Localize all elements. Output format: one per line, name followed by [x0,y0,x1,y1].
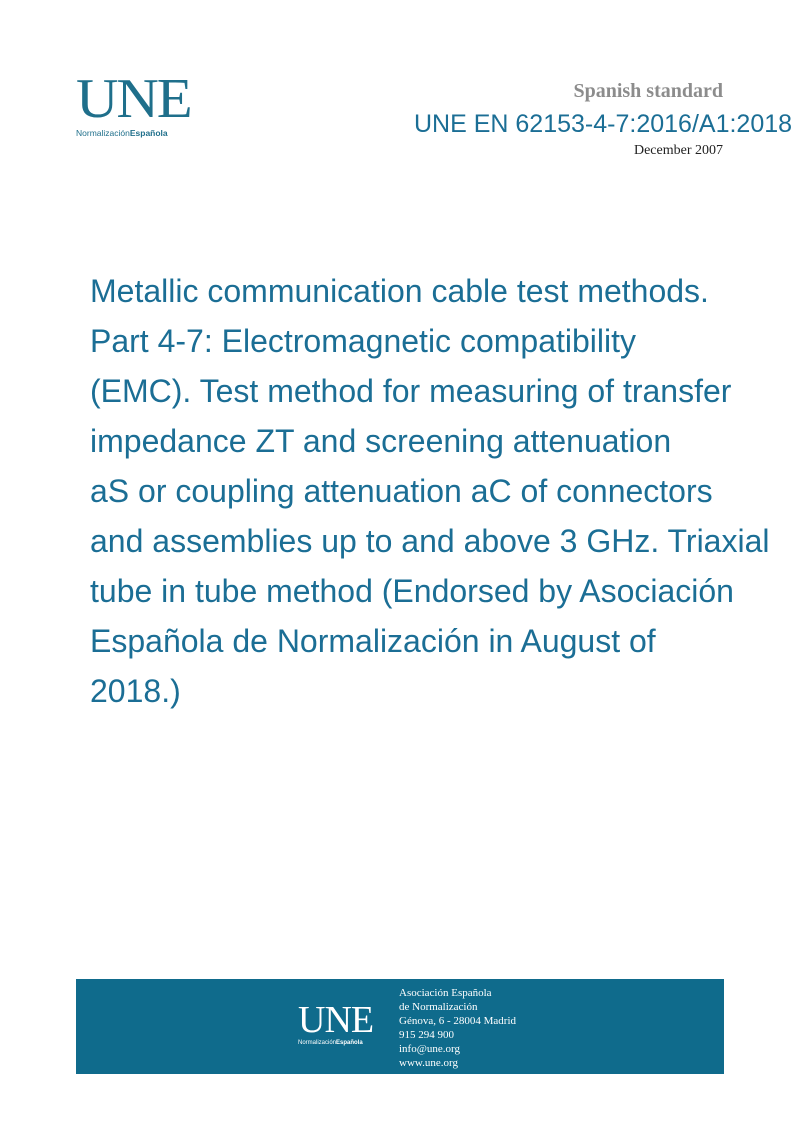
org-website[interactable]: www.une.org [399,1057,458,1069]
footer-contact-info [399,986,516,1070]
title-line: Part 4-7: Electromagnetic compatibility [90,323,636,359]
logo-sub-regular: Normalización [76,128,130,138]
une-logo [76,68,196,138]
title-line: (EMC). Test method for measuring of transfer [90,373,732,409]
une-logo-mark: UNE [76,68,191,130]
footer-logo-sub-regular: Normalización [298,1040,337,1046]
org-name-line2: de Normalización [399,1001,478,1013]
footer-logo-mark: UNE [298,999,374,1041]
document-title [90,266,790,716]
title-line: impedance ZT and screening attenuation [90,423,672,459]
standard-date: December 2007 [633,143,723,158]
footer-banner [76,979,724,1074]
title-line: 2018.) [90,673,181,709]
title-line: Metallic communication cable test methods. [90,273,709,309]
org-name-line1: Asociación Española [399,987,492,999]
footer-logo-sub-bold: Española [336,1040,363,1046]
org-email[interactable]: info@une.org [399,1043,460,1055]
title-line: and assemblies up to and above 3 GHz. Triaxial [90,523,770,559]
org-address: Génova, 6 - 28004 Madrid [399,1015,517,1027]
footer-logo-subtitle [298,1040,373,1046]
title-line: Española de Normalización in August of [90,623,656,659]
standard-code: UNE EN 62153-4-7:2016/A1:2018 [414,110,793,138]
footer-une-logo [298,999,374,1046]
title-line: tube in tube method (Endorsed by Asociación [90,573,734,609]
logo-sub-bold: Española [129,128,168,138]
standard-label: Spanish standard [573,80,723,102]
title-line: aS or coupling attenuation aC of connectors [90,473,713,509]
org-phone: 915 294 900 [399,1029,454,1041]
